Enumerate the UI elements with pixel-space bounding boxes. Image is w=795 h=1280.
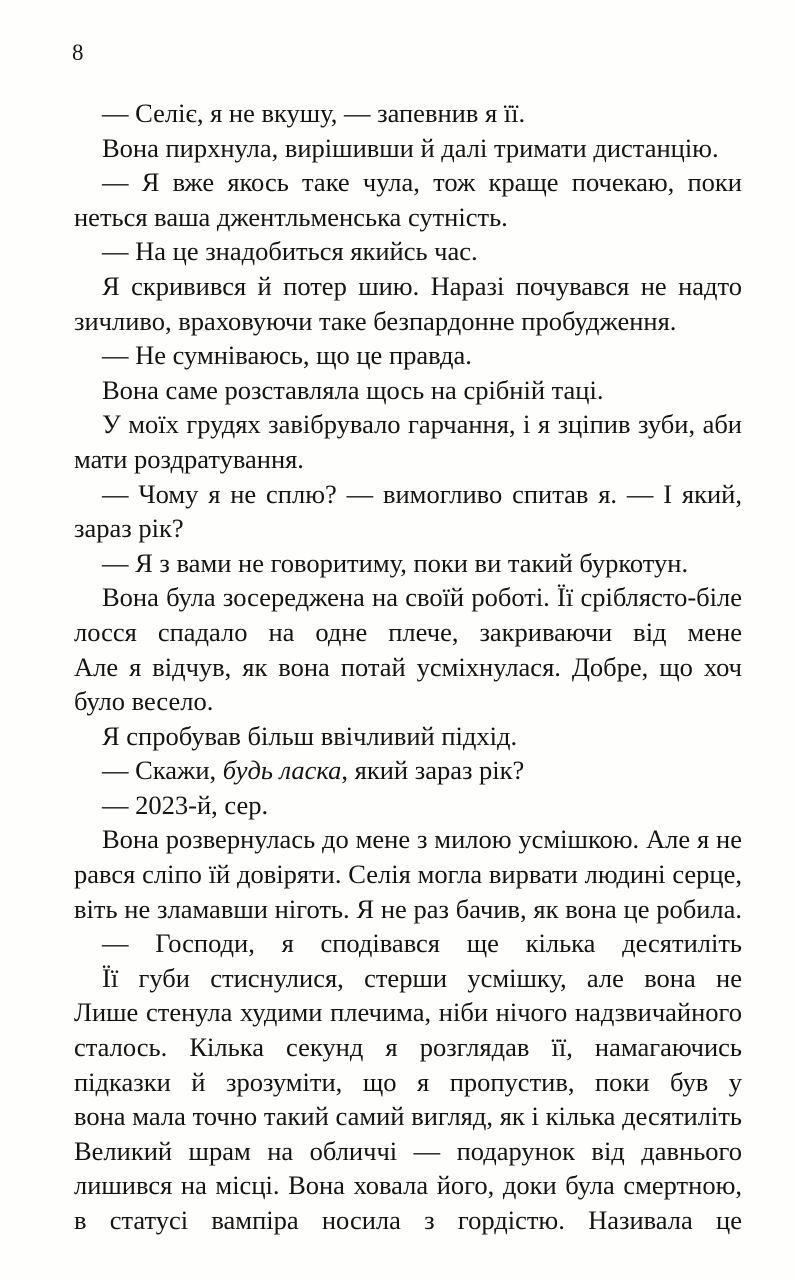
- text-line: підказки й зрозуміти, що я пропустив, поки був у: [74, 1066, 742, 1097]
- text-line: — Я вже якось таке чула, тож краще почекаю, поки: [102, 167, 742, 198]
- text-line: віть не зламавши ніготь. Я не раз бачив, як вона це робила.: [74, 893, 742, 924]
- text-line: Вона була зосереджена на своїй роботі. Її сріблясто-біле: [102, 582, 742, 613]
- text-line: в статусі вампіра носила з гордістю. Називала це: [74, 1205, 742, 1235]
- text-line: — Я з вами не говоритиму, поки ви такий буркотун.: [102, 547, 689, 578]
- text-line: Вона розвернулась до мене з милою усмішкою. Але я не: [102, 824, 742, 855]
- text-line: Я скривився й потер шию. Наразі почувався не надто: [102, 270, 742, 301]
- text-segment: , який зараз рік?: [341, 755, 525, 786]
- text-segment: — Скажи,: [102, 755, 223, 786]
- text-line: Вона саме розставляла щось на срібній таці.: [102, 374, 604, 405]
- text-line: [74, 753, 742, 788]
- text-line: Але я відчув, як вона потай усміхнулася. Добре, що хоч: [74, 651, 742, 682]
- text-line: лишився на місці. Вона ховала його, доки була смертною,: [74, 1170, 742, 1201]
- text-line: У моїх грудях завібрувало гарчання, і я зціпив зуби, аби: [102, 409, 742, 440]
- text-line: — Не сумніваюсь, що це правда.: [102, 340, 472, 371]
- text-line: — На це знадобиться якийсь час.: [102, 236, 478, 267]
- text-line: мати роздратування.: [74, 443, 304, 474]
- body-text: [74, 96, 742, 1238]
- text-line: лосся спадало на одне плече, закриваючи від мене: [74, 616, 742, 647]
- text-line: вона мала точно такий самий вигляд, як і кілька десятиліть: [74, 1101, 742, 1132]
- text-line: зараз рік?: [74, 513, 184, 544]
- text-line: — Господи, я сподівався ще кілька десятиліть: [102, 928, 742, 959]
- text-line: Її губи стиснулися, стерши усмішку, але вона не: [102, 962, 742, 993]
- text-line: неться ваша джентльменська сутність.: [74, 201, 508, 232]
- text-line: — Селіє, я не вкушу, — запевнив я її.: [102, 98, 526, 128]
- text-line: було весело.: [74, 686, 214, 717]
- page-number: 8: [72, 40, 84, 65]
- text-line: рався сліпо їй довіряти. Селія могла вирвати людині серце,: [74, 859, 742, 890]
- text-line: — Чому я не сплю? — вимогливо спитав я. — І який,: [102, 478, 742, 509]
- text-line: сталось. Кілька секунд я розглядав її, намагаючись: [74, 1032, 742, 1063]
- text-line: Я спробував більш ввічливий підхід.: [102, 720, 518, 751]
- text-line: — 2023-й, сер.: [102, 789, 269, 820]
- text-line: Лише стенула худими плечима, ніби нічого надзвичайного: [74, 997, 742, 1028]
- italic-emphasis: будь ласка: [222, 755, 342, 786]
- text-line: зичливо, враховуючи таке безпардонне пробудження.: [74, 305, 677, 336]
- text-line: Вона пирхнула, вирішивши й далі тримати дистанцію.: [102, 132, 719, 163]
- text-line: Великий шрам на обличчі — подарунок від давнього: [74, 1135, 742, 1166]
